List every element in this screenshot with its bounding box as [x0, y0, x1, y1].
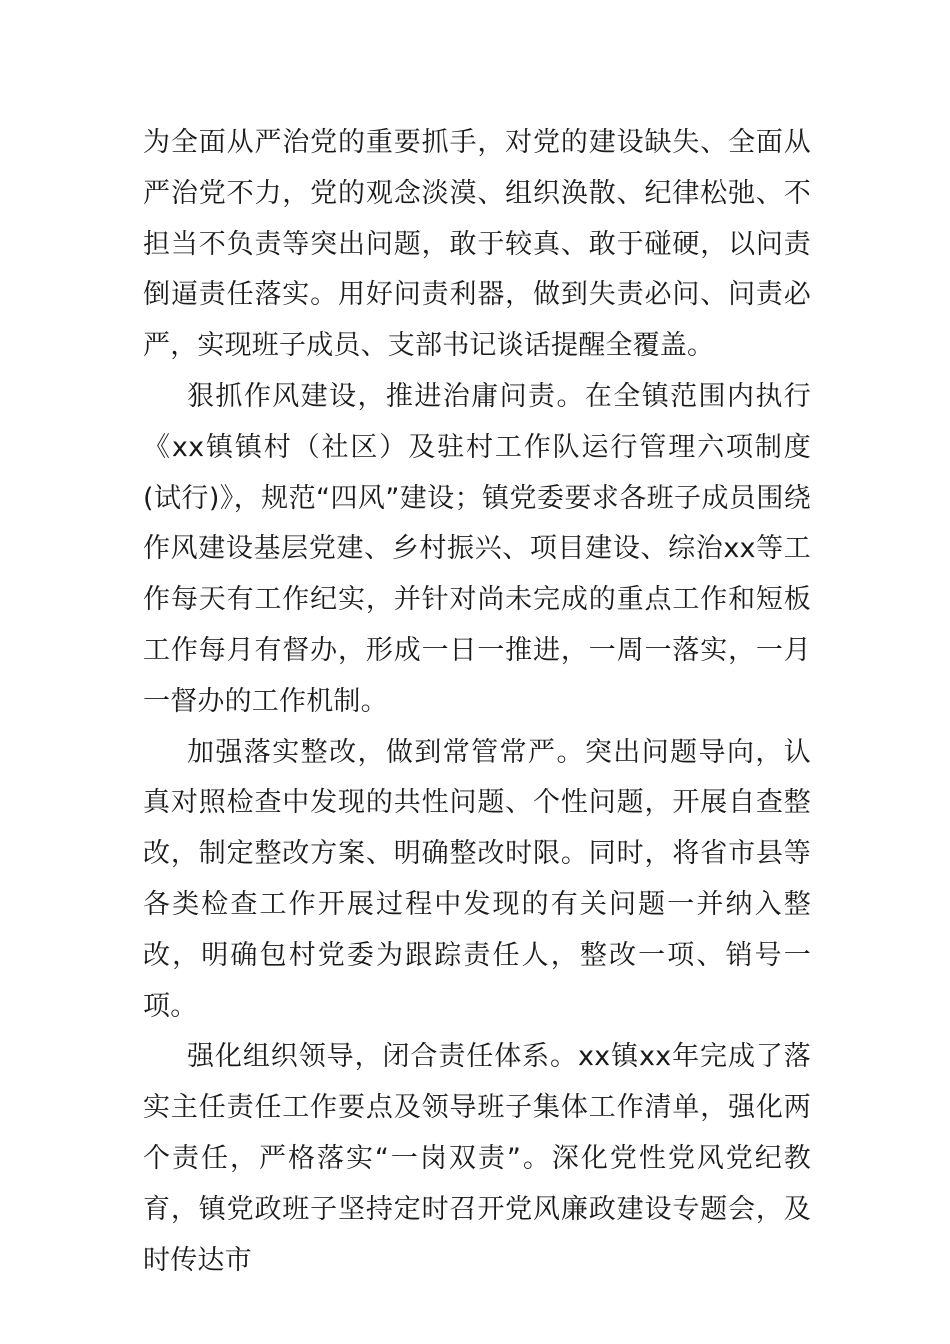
paragraph-rectification: 加强落实整改，做到常管常严。突出问题导向，认真对照检查中发现的共性问题、个性问题，开展自查整改，制定整改方案、明确整改时限。同时，将省市县等各类检查工作开展过程中发现的有关问题一并纳入整改，明确包村党委为跟踪责任人，整改一项、销号一项。	[143, 736, 811, 1022]
paragraph-leadership: 强化组织领导，闭合责任体系。xx镇xx年完成了落实主任责任工作要点及领导班子集体工作清单，强化两个责任，严格落实“一岗双责”。深化党性党风党纪教育，镇党政班子坚持定时召开党风廉政建设专题会，及时传达市	[143, 1041, 811, 1276]
paragraph-continuation: 为全面从严治党的重要抓手，对党的建设缺失、全面从严治党不力，党的观念淡漠、组织涣散、纪律松弛、不担当不负责等突出问题，敢于较真、敢于碰硬，以问责倒逼责任落实。用好问责利器，做到失责必问、问责必严，实现班子成员、支部书记谈话提醒全覆盖。	[143, 127, 811, 362]
document-body	[143, 118, 811, 1286]
paragraph-work-style: 狠抓作风建设，推进治庸问责。在全镇范围内执行《xx镇镇村（社区）及驻村工作队运行管理六项制度(试行)》，规范“四风”建设；镇党委要求各班子成员围绕作风建设基层党建、乡村振兴、项目建设、综治xx等工作每天有工作纪实，并针对尚未完成的重点工作和短板工作每月有督办，形成一日一推进，一周一落实，一月一督办的工作机制。	[143, 380, 811, 717]
